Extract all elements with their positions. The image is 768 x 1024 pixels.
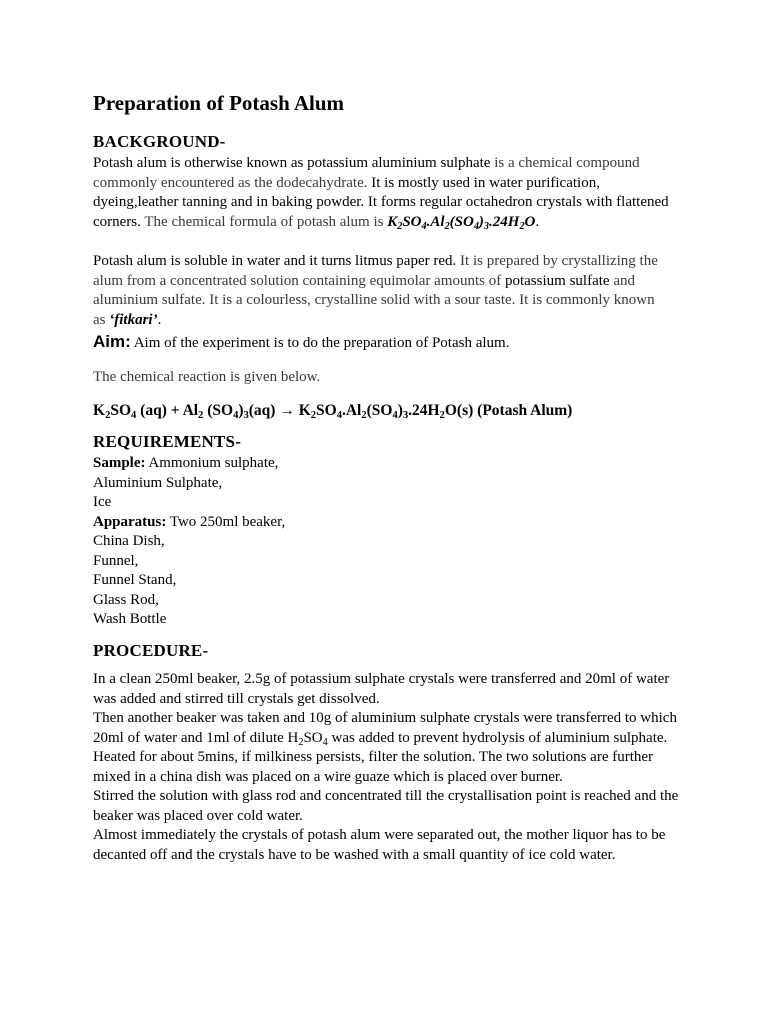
list-item: Ammonium sulphate,: [145, 455, 279, 471]
background-text-a: Potash alum is otherwise known as potassium aluminium sulphate: [93, 155, 491, 171]
procedure-step-5: Almost immediately the crystals of potash alum were separated out, the mother liquor has to be decanted off and the crystals have to be washed with a small quantity of ice cold water.: [93, 827, 666, 863]
background-heading: BACKGROUND-: [93, 132, 226, 151]
procedure-step-4: Stirred the solution with glass rod and concentrated till the crystallisation point is reached and the beaker was placed over cold water.: [93, 788, 679, 824]
procedure-step-1: In a clean 250ml beaker, 2.5g of potassium sulphate crystals were transferred and 20ml of water was added and stirred till crystals get dissolved.: [93, 671, 670, 707]
fitkari-term: ‘fitkari’: [109, 311, 158, 328]
background-text-b: is a chemical compound commonly encountered as the dodecahydrate.: [93, 155, 640, 191]
background-text-c: It is mostly used in water purification, dyeing,leather tanning and in baking powder. It forms regular octahedron crystals with flattened corners.: [93, 174, 669, 230]
procedure-step-2: Then another beaker was taken and 10g of aluminium sulphate crystals were transferred to which 20ml of water and 1ml of dilute $H_2SO_4$ was added to prevent hydrolysis of aluminium sulphate.: [93, 710, 677, 748]
aim-label: Aim:: [93, 332, 131, 351]
list-item: Ice: [93, 494, 112, 510]
list-item: China Dish,: [93, 533, 165, 549]
sample-line: [93, 454, 693, 474]
background-text-d: The chemical formula of potash alum is: [140, 213, 388, 230]
background-text-f: It is prepared by crystallizing the alum from a concentrated solution containing equimolar amounts of: [93, 253, 658, 289]
background-paragraph-2: Potash alum is soluble in water and it turns litmus paper red. It is prepared by crystallizing the alum from a concentrated solution containing equimolar amounts of potassium sulfate and aluminium sulfate. It is a colourless, crystalline solid with a sour taste. It is commonly known as ‘fitkari’.: [93, 253, 658, 328]
list-item: Wash Bottle: [93, 611, 167, 627]
list-item: Glass Rod,: [93, 591, 159, 608]
background-text-g: potassium sulfate: [504, 272, 610, 289]
potash-alum-formula: $K_2SO_4.Al_2(SO_4)_3.24H_2O$: [387, 213, 536, 232]
list-item: Two 250ml beaker,: [166, 513, 286, 530]
background-paragraph-1: Potash alum is otherwise known as potassium aluminium sulphate is a chemical compound commonly encountered as the dodecahydrate. It is mostly used in water purification, dyeing,leather tanning and in baking powder. It forms regular octahedron crystals with flattened corners. The chemical formula of potash alum is $K_2SO_4.Al_2(SO_4)_3.24H_2O$.: [93, 155, 669, 232]
aim-text: Aim of the experiment is to do the preparation of Potash alum.: [130, 335, 510, 351]
apparatus-line: [93, 513, 693, 533]
procedure-steps: [93, 670, 681, 865]
requirements-heading: REQUIREMENTS-: [93, 432, 242, 451]
list-item: Funnel Stand,: [93, 572, 177, 588]
background-text-h: and aluminium sulfate. It is a colourless, crystalline solid with a sour taste. It is commonly known as: [93, 272, 655, 328]
aim-line: [93, 332, 693, 354]
procedure-heading: PROCEDURE-: [93, 641, 209, 660]
apparatus-label: Apparatus:: [93, 513, 167, 530]
reaction-equation: $K_2SO_4$ $(aq) + Al_2$ $(SO_4)_3(aq) \to K_2SO_4.Al_2(SO_4)_3.24H_2O(s)$ (Potash Alum): [93, 402, 573, 422]
sample-label: Sample:: [93, 455, 146, 471]
background-text-e: Potash alum is soluble in water and it turns litmus paper red.: [93, 253, 457, 269]
page-title: Preparation of Potash Alum: [93, 91, 345, 115]
list-item: Aluminium Sulphate,: [93, 474, 223, 491]
procedure-step-3: Heated for about 5mins, if milkiness persists, filter the solution. The two solutions are further mixed in a china dish was placed on a wire guaze which is placed over burner.: [93, 749, 654, 785]
reaction-intro: The chemical reaction is given below.: [93, 369, 321, 385]
requirements-list: [93, 454, 693, 630]
list-item: Funnel,: [93, 552, 139, 569]
